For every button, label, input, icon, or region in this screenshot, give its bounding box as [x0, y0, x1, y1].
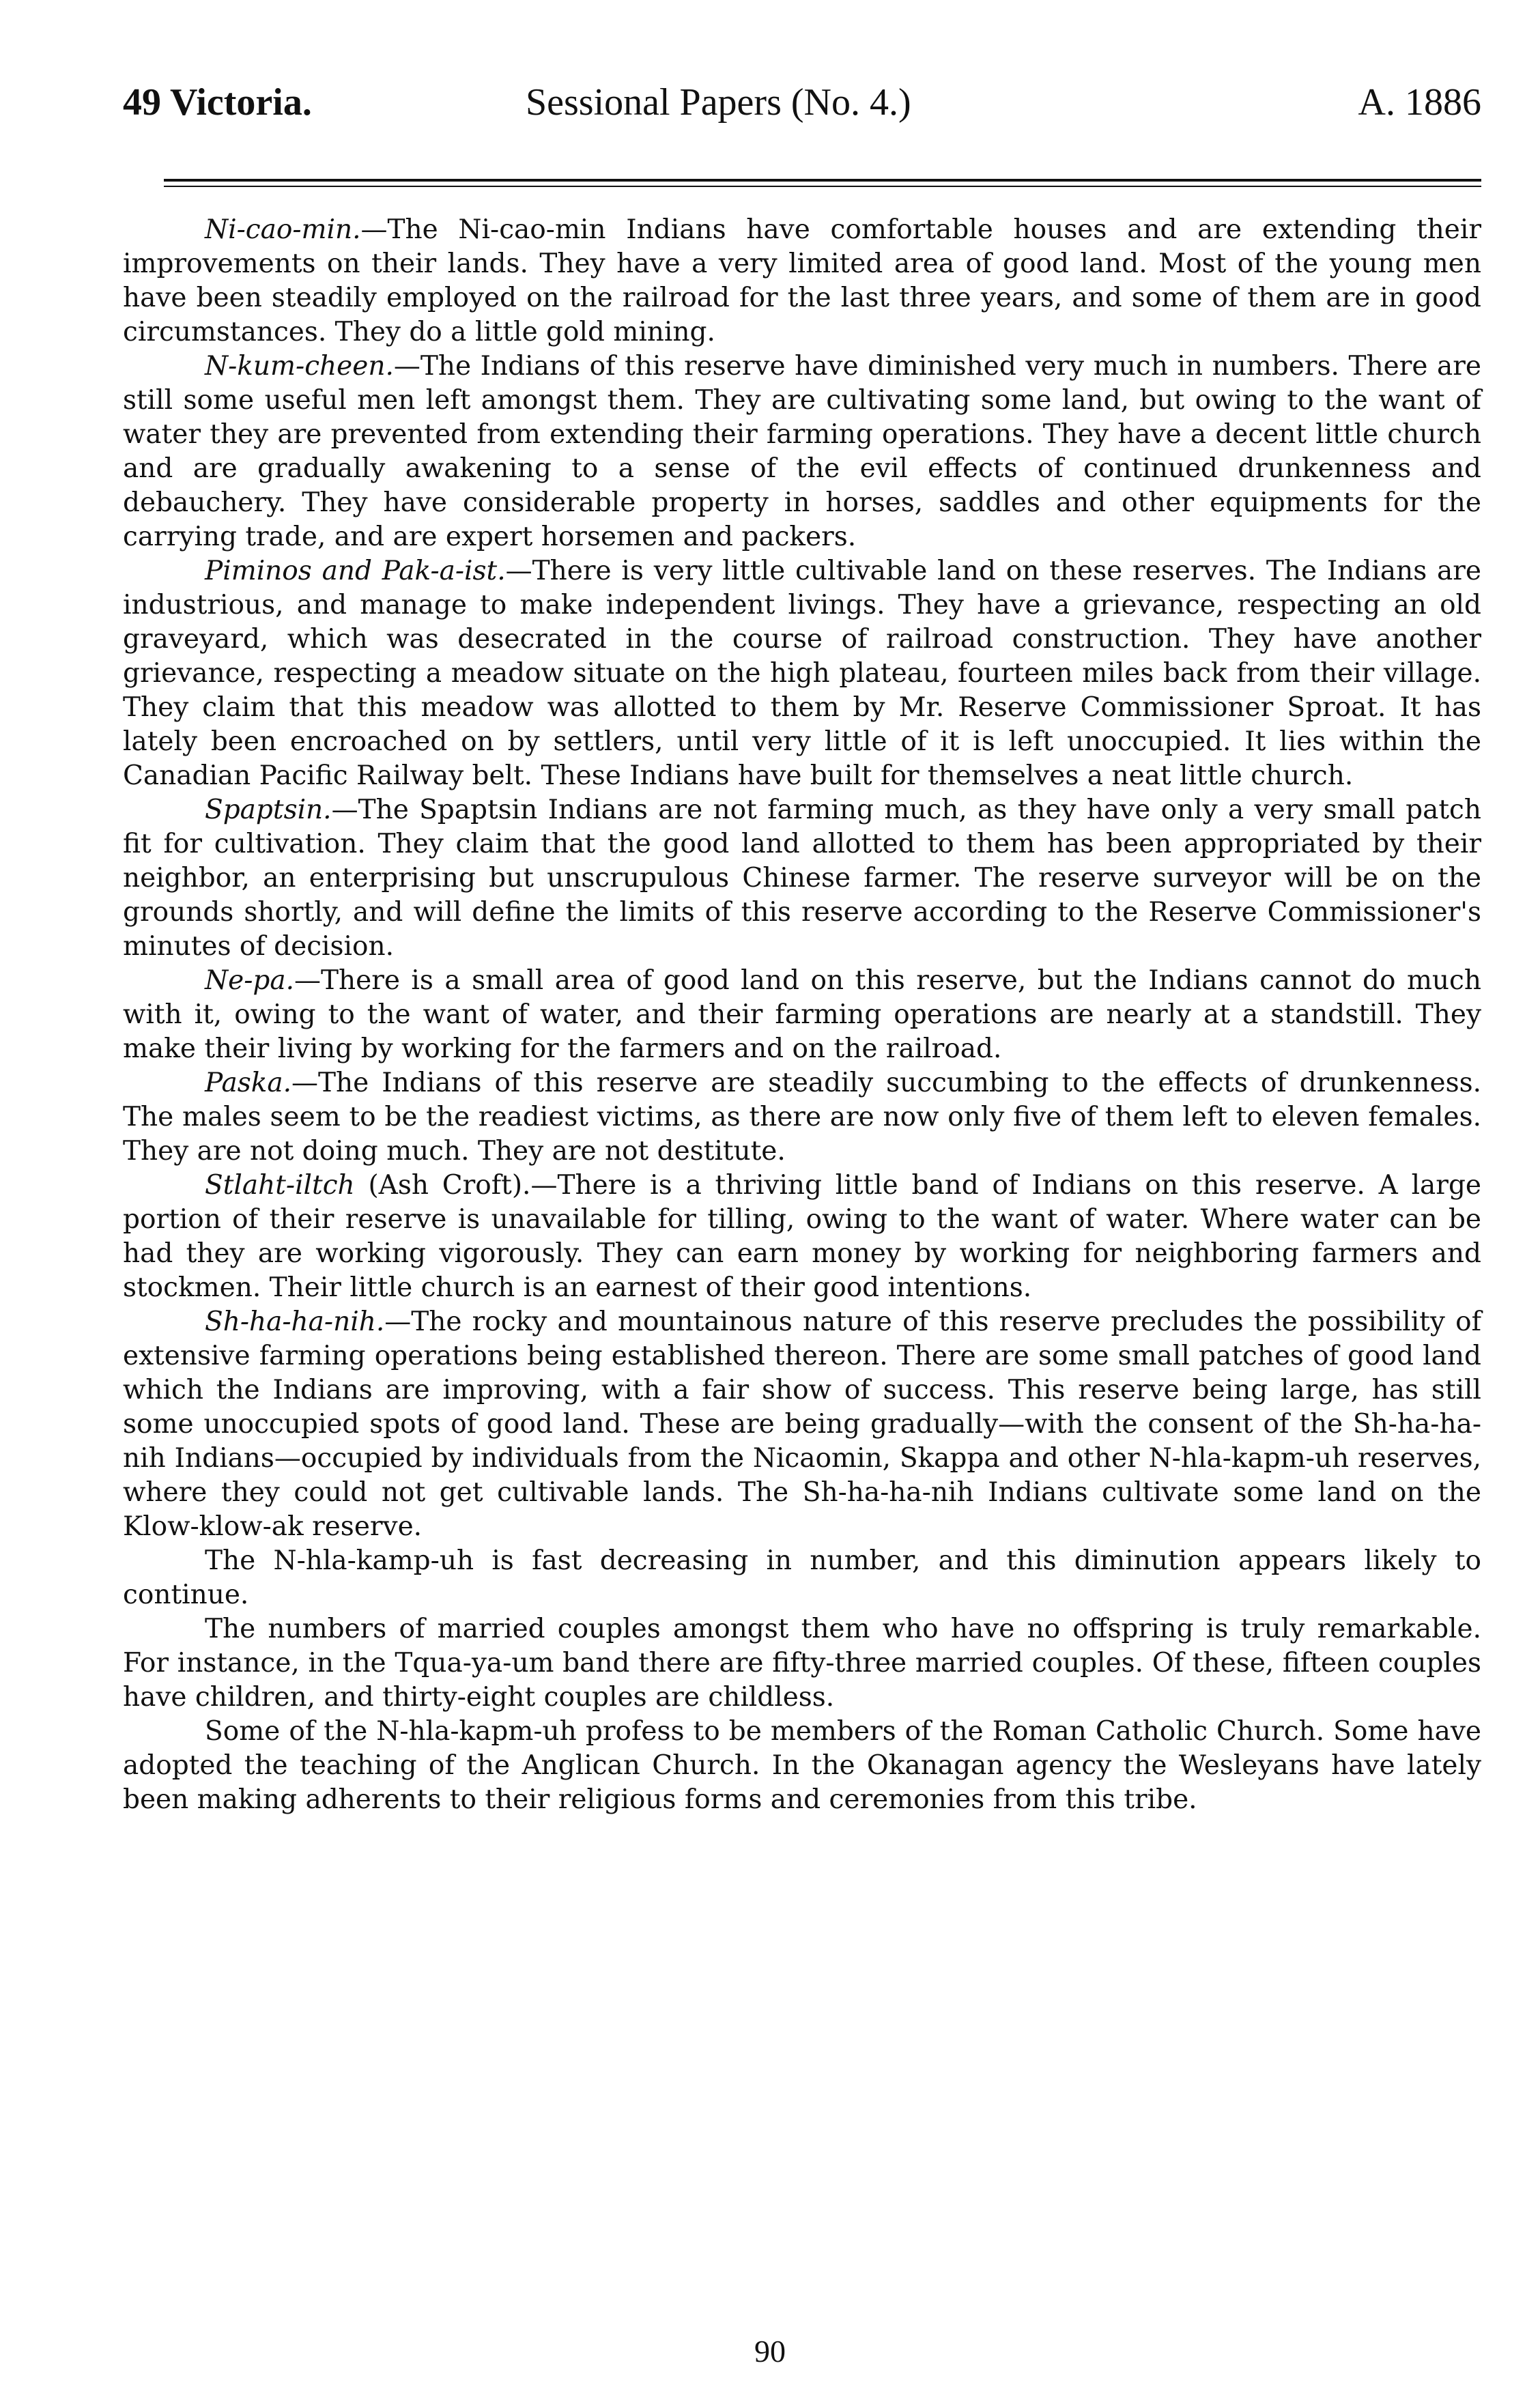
paragraph-text: Some of the N-hla-kapm-uh profess to be members of the Roman Catholic Church. Some have adopted the teaching of the Anglican Church. In the Okanagan agency the Wesleyans have lately been making adherents to their religious forms and ceremonies from this tribe.	[123, 1716, 1481, 1815]
paragraph-piminos	[123, 554, 1481, 793]
paragraph-decrease	[123, 1544, 1481, 1612]
paragraph-text: The N-hla-kamp-uh is fast decreasing in number, and this diminution appears likely to continue.	[123, 1545, 1481, 1610]
header-rule-thick	[164, 179, 1481, 182]
header-year: A. 1886	[1358, 81, 1481, 124]
paragraph-text: —There is very little cultivable land on these reserves. The Indians are industrious, and manage to make independent livings. They have a grievance, respecting an old graveyard, which was desecrated in the course of railroad construction. They have another grievance, respecting a meadow situate on the high plateau, fourteen miles back from their village. They claim that this meadow was allotted to them by Mr. Reserve Commissioner Sproat. It has lately been encroached on by settlers, until very little of it is left unoccupied. It lies within the Canadian Pacific Railway belt. These Indians have built for themselves a neat little church.	[123, 556, 1482, 791]
paragraph-text: —The Indians of this reserve are steadily succumbing to the effects of drunkenness. The males seem to be the readiest victims, as there are now only five of them left to eleven females. They are not doing much. They are not destitute.	[123, 1068, 1481, 1167]
header-title: Sessional Papers (No. 4.)	[526, 81, 911, 124]
paragraph-text: —There is a small area of good land on this reserve, but the Indians cannot do much with it, owing to the want of water, and their farming operations are nearly at a standstill. They make their living by working for the farmers and on the railroad.	[123, 965, 1481, 1064]
paragraph-text: —The Spaptsin Indians are not farming much, as they have only a very small patch fit for cultivation. They claim that the good land allotted to them has been appropriated by their neighbor, an enterprising but unscrupulous Chinese farmer. The reserve surveyor will be on the grounds shortly, and will define the limits of this reserve according to the Reserve Commissioner's minutes of decision.	[123, 795, 1481, 962]
paragraph-religion	[123, 1715, 1481, 1817]
paragraph-text: —The Ni-cao-min Indians have comfortable houses and are extending their improvements on their lands. They have a very limited area of good land. Most of the young men have been steadily employed on the railroad for the last three years, and some of them are in good circumstances. They do a little gold mining.	[123, 214, 1481, 347]
reserve-name: Paska.	[205, 1068, 292, 1098]
reserve-name: Piminos and Pak-a-ist.	[205, 556, 506, 586]
header-rule-thin	[164, 186, 1481, 187]
paragraph-shhahanih	[123, 1305, 1481, 1544]
page-number: 90	[754, 2334, 786, 2369]
paragraph-couples	[123, 1612, 1481, 1715]
header-volume: 49 Victoria.	[123, 81, 312, 124]
reserve-name: Ni-cao-min.	[205, 214, 361, 245]
reserve-name: Sh-ha-ha-nih.	[205, 1306, 385, 1337]
paragraph-text: —The Indians of this reserve have diminished very much in numbers. There are still some useful men left amongst them. They are cultivating some land, but owing to the want of water they are prevented from extending their farming operations. They have a decent little church and are gradually awakening to a sense of the evil effects of continued drunkenness and debauchery. They have considerable property in horses, saddles and other equipments for the carrying trade, and are expert horsemen and packers.	[123, 351, 1481, 552]
reserve-name: Stlaht-iltch	[205, 1170, 355, 1201]
reserve-name: Spaptsin.	[205, 795, 332, 825]
paragraph-stlahtiltch	[123, 1169, 1481, 1305]
paragraph-nicaomin	[123, 213, 1481, 349]
reserve-name: N-kum-cheen.	[205, 351, 394, 382]
paragraph-text: (Ash Croft).—There is a thriving little band of Indians on this reserve. A large portion of their reserve is unavailable for tilling, owing to the want of water. Where water can be had they are working vigorously. They can earn money by working for neighboring farmers and stockmen. Their little church is an earnest of their good intentions.	[123, 1170, 1481, 1303]
paragraph-nepa	[123, 964, 1481, 1066]
body-text	[123, 213, 1481, 1817]
paragraph-text: —The rocky and mountainous nature of this reserve precludes the possibility of extensive farming operations being established thereon. There are some small patches of good land which the Indians are improving, with a fair show of success. This reserve being large, has still some unoccupied spots of good land. These are being gradually—with the consent of the Sh-ha-ha-nih Indians—occupied by individuals from the Nicaomin, Skappa and other N-hla-kapm-uh reserves, where they could not get cultivable lands. The Sh-ha-ha-nih Indians cultivate some land on the Klow-klow-ak reserve.	[123, 1306, 1481, 1542]
paragraph-nkumcheen	[123, 349, 1481, 554]
paragraph-text: The numbers of married couples amongst them who have no offspring is truly remarkable. For instance, in the Tqua-ya-um band there are fifty-three married couples. Of these, fifteen couples have children, and thirty-eight couples are childless.	[123, 1614, 1481, 1713]
paragraph-spaptsin	[123, 793, 1481, 964]
paragraph-paska	[123, 1066, 1481, 1169]
running-header	[123, 81, 1481, 149]
reserve-name: Ne-pa.	[205, 965, 294, 996]
